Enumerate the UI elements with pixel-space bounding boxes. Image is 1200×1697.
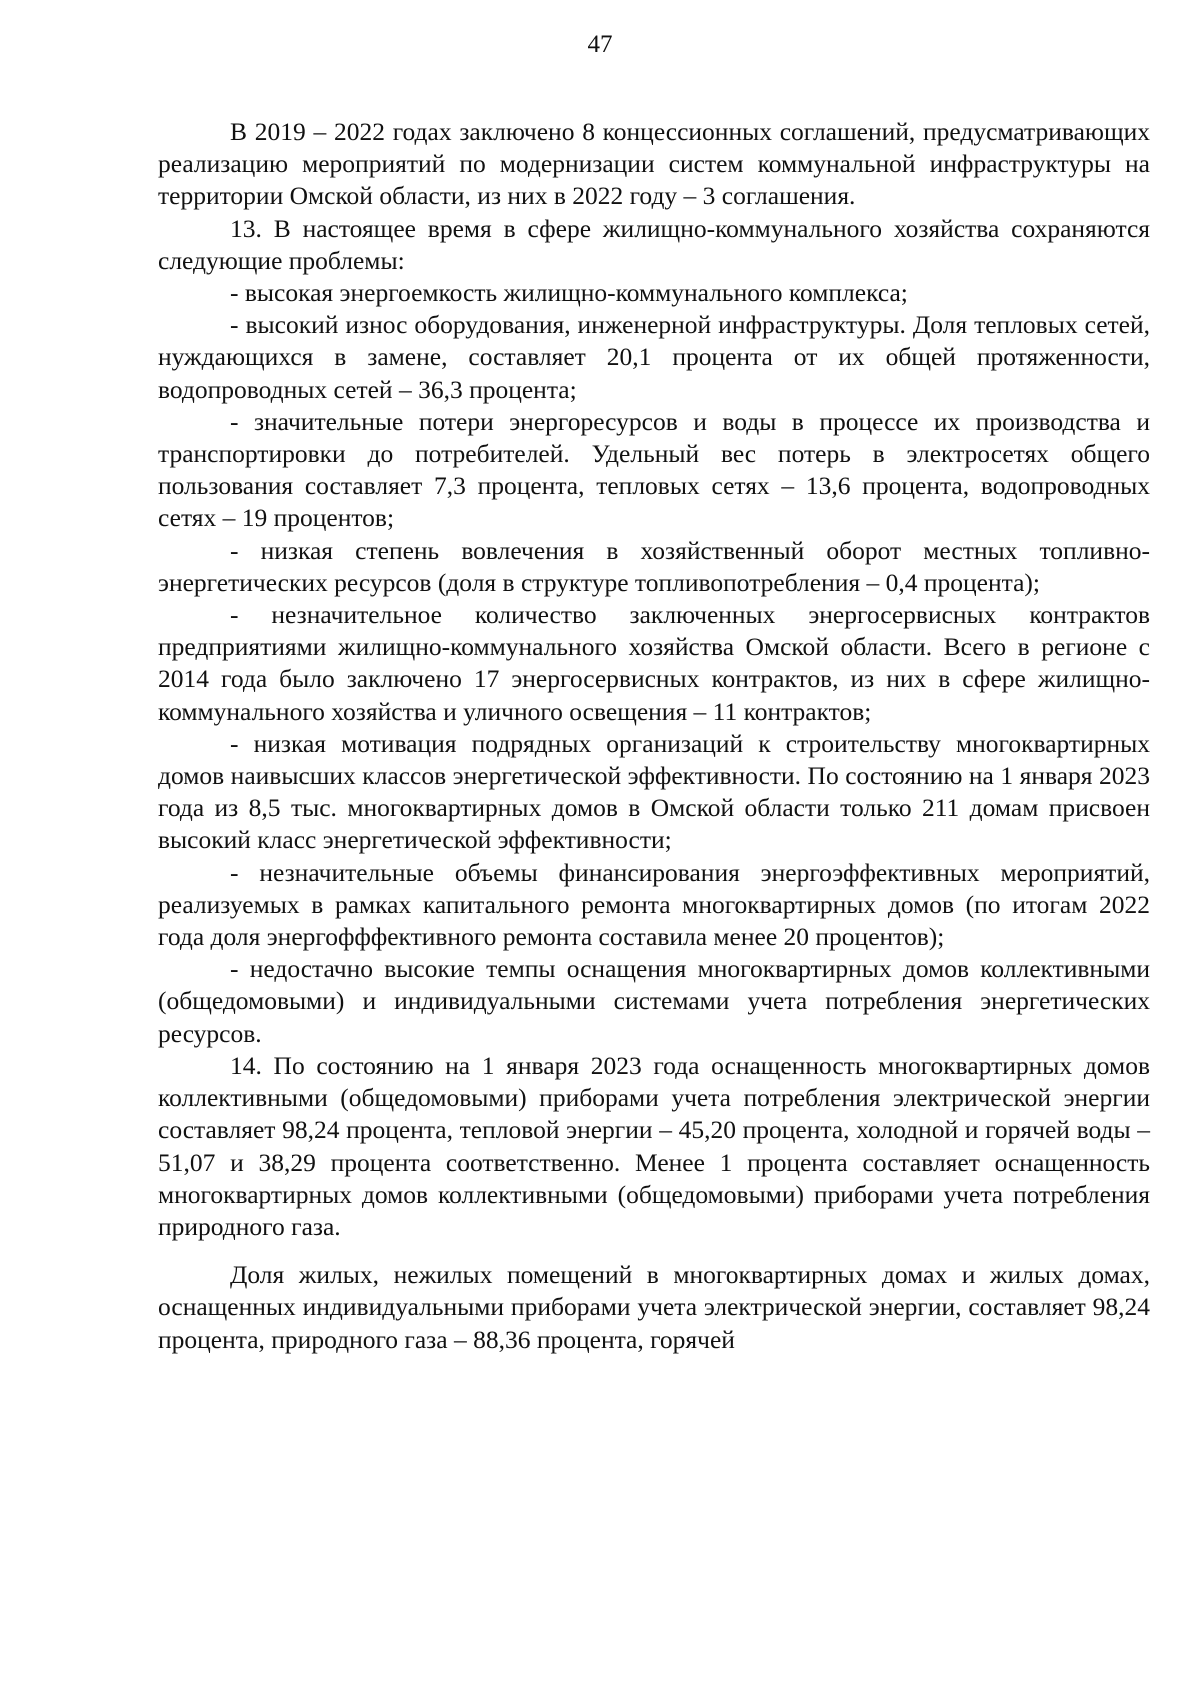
document-body — [158, 116, 1150, 1356]
list-item-energy-intensity: - высокая энергоемкость жилищно-коммунального комплекса; — [230, 278, 908, 308]
list-item-metering-rate: - недостачно высокие темпы оснащения многоквартирных домов коллективными (общедомовыми) и индивидуальными системами учета потребления энергетических ресурсов. — [158, 954, 1150, 1048]
list-item-contractor-motivation: - низкая мотивация подрядных организаций к строительству многоквартирных домов наивысших классов энергетической эффективности. По состоянию на 1 января 2023 года из 8,5 тыс. многоквартирных домов в Омской области только 211 домам присвоен высокий класс энергетической эффективности; — [158, 728, 1150, 855]
list-item-equipment-wear: - высокий износ оборудования, инженерной инфраструктуры. Доля тепловых сетей, нуждающихся в замене, составляет 20,1 процента от их общей протяженности, водопроводных сетей – 36,3 процента; — [158, 310, 1150, 404]
paragraph-14-metering-status: 14. По состоянию на 1 января 2023 года оснащенность многоквартирных домов коллективными (общедомовыми) приборами учета потребления электрической энергии составляет 98,24 процента, тепловой энергии – 45,20 процента, холодной и горячей воды – 51,07 и 38,29 процента соответственно. Менее 1 процента составляет оснащенность многоквартирных домов коллективными (общедомовыми) приборами учета потребления природного газа. — [158, 1050, 1150, 1241]
paragraph-13-problems-intro: 13. В настоящее время в сфере жилищно-коммунального хозяйства сохраняются следующие проблемы: — [158, 213, 1150, 275]
paragraph-concession-agreements: В 2019 – 2022 годах заключено 8 концессионных соглашений, предусматривающих реализацию мероприятий по модернизации систем коммунальной инфраструктуры на территории Омской области, из них в 2022 году – 3 соглашения. — [158, 117, 1150, 211]
page-number: 47 — [587, 31, 613, 58]
paragraph-individual-metering-share: Доля жилых, нежилых помещений в многоквартирных домах и жилых домах, оснащенных индивидуальными приборами учета электрической энергии, составляет 98,24 процента, природного газа – 88,36 процента, горячей — [158, 1260, 1150, 1354]
list-item-energy-service-contracts: - незначительное количество заключенных энергосервисных контрактов предприятиями жилищно-коммунального хозяйства Омской области. Всего в регионе с 2014 года было заключено 17 энергосервисных контрактов, из них в сфере жилищно-коммунального хозяйства и уличного освещения – 11 контрактов; — [158, 600, 1150, 726]
list-item-funding-volumes: - незначительные объемы финансирования энергоэффективных мероприятий, реализуемых в рамках капитального ремонта многоквартирных домов (по итогам 2022 года доля энергофффективного ремонта составила менее 20 процентов); — [158, 857, 1150, 952]
list-item-local-fuel-resources: - низкая степень вовлечения в хозяйственный оборот местных топливно-энергетических ресурсов (доля в структуре топливопотребления – 0,4 процента); — [158, 535, 1150, 597]
list-item-resource-losses: - значительные потери энергоресурсов и воды в процессе их производства и транспортировки до потребителей. Удельный вес потерь в электросетях общего пользования составляет 7,3 процента, тепловых сетях – 13,6 процента, водопроводных сетях – 19 процентов; — [158, 406, 1150, 533]
